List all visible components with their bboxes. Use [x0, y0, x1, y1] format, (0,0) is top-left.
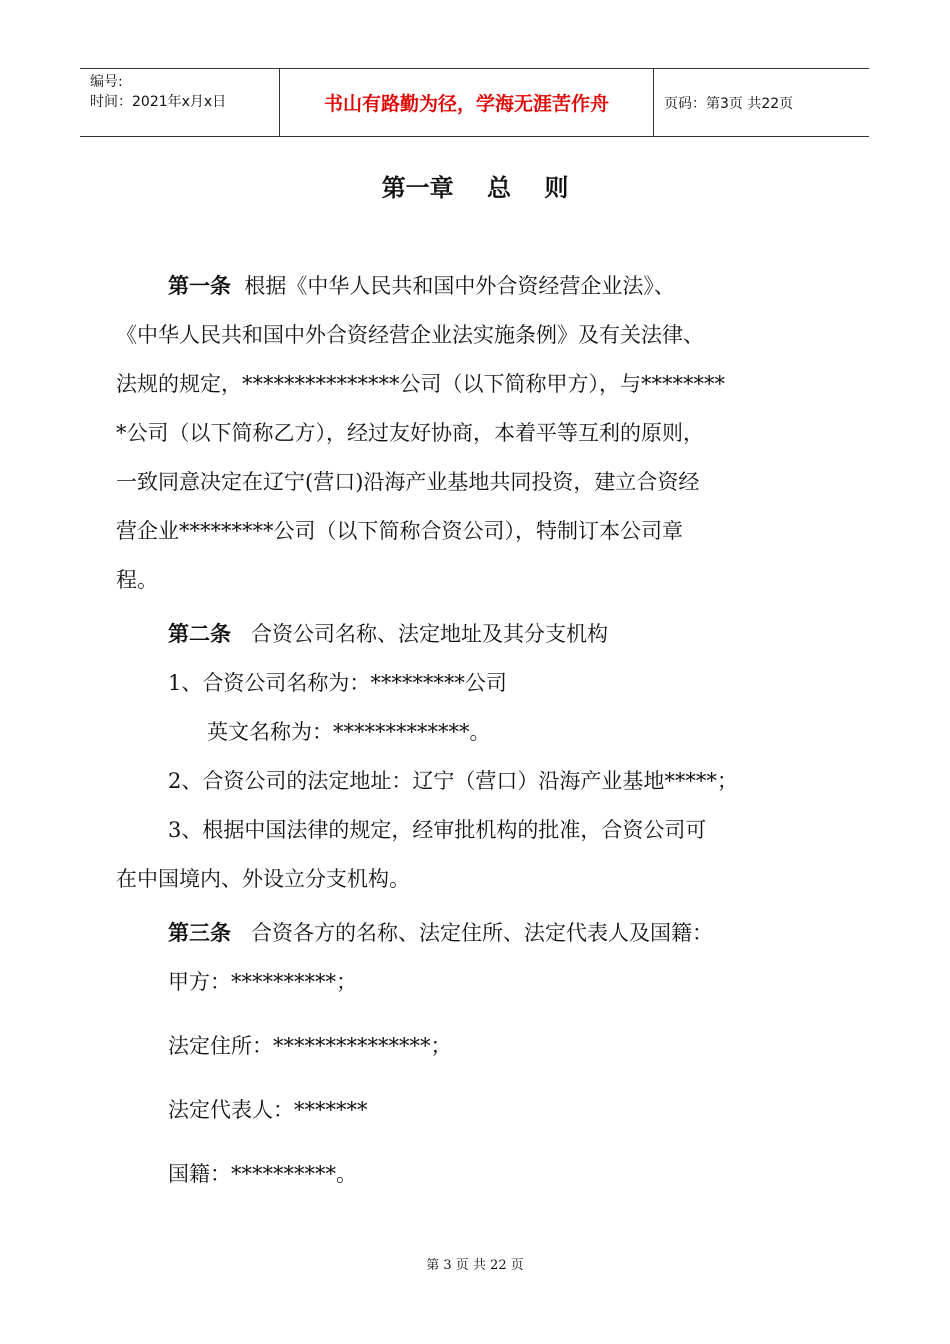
- article2-item2: 2、合资公司的法定地址：辽宁（营口）沿海产业基地*****；: [168, 769, 738, 793]
- article1-line6: 营企业*********公司（以下简称合资公司），特制订本公司章: [116, 519, 683, 543]
- article2-item3-line2: 在中国境内、外设立分支机构。: [116, 867, 410, 891]
- header-page-cell: [654, 69, 869, 136]
- time-label: 时间：2021年x月x日: [90, 94, 227, 110]
- article3-domicile: 法定住所：***************；: [168, 1034, 452, 1058]
- page-header: [80, 68, 869, 137]
- article2-item3-line1: 3、根据中国法律的规定，经审批机构的批准，合资公司可: [168, 818, 707, 842]
- article1-line2: 《中华人民共和国中外合资经营企业法实施条例》及有关法律、: [116, 323, 704, 347]
- page-footer: 第 3 页 共 22 页: [426, 1258, 524, 1273]
- article2-heading-line: [168, 610, 608, 659]
- article1-text-1: 根据《中华人民共和国中外合资经营企业法》、: [244, 274, 675, 298]
- article3-nationality: 国籍：**********。: [168, 1162, 357, 1186]
- article1-line7: 程。: [116, 568, 158, 592]
- article3-representative: 法定代表人：*******: [168, 1098, 368, 1122]
- article2-item1-en: 英文名称为：*************。: [207, 720, 491, 744]
- article1-line4: *公司（以下简称乙方），经过友好协商，本着平等互利的原则，: [116, 421, 704, 445]
- article2-label: 第二条: [168, 622, 231, 646]
- number-label: 编号:: [90, 74, 123, 90]
- article2-item1: 1、合资公司名称为：*********公司: [168, 671, 507, 695]
- article3-party-a: 甲方：**********；: [168, 970, 357, 994]
- header-left-cell: [80, 69, 280, 136]
- motto-text: 书山有路勤为径，学海无涯苦作舟: [323, 93, 609, 115]
- article3-label: 第三条: [168, 921, 231, 945]
- article1-line3: 法规的规定，***************公司（以下简称甲方），与********: [116, 372, 725, 396]
- article1-line5: 一致同意决定在辽宁(营口)沿海产业基地共同投资，建立合资经: [116, 470, 700, 494]
- article3-heading: 合资各方的名称、法定住所、法定代表人及国籍：: [251, 921, 714, 945]
- page-info: 页码：第3页 共22页: [664, 95, 794, 112]
- article3-heading-line: [168, 909, 713, 958]
- article1-label: 第一条: [168, 274, 231, 298]
- article2-heading: 合资公司名称、法定地址及其分支机构: [251, 622, 609, 646]
- header-motto-cell: [280, 69, 654, 136]
- chapter-title: 第一章 总 则: [381, 174, 569, 202]
- article1-line1: [168, 262, 675, 311]
